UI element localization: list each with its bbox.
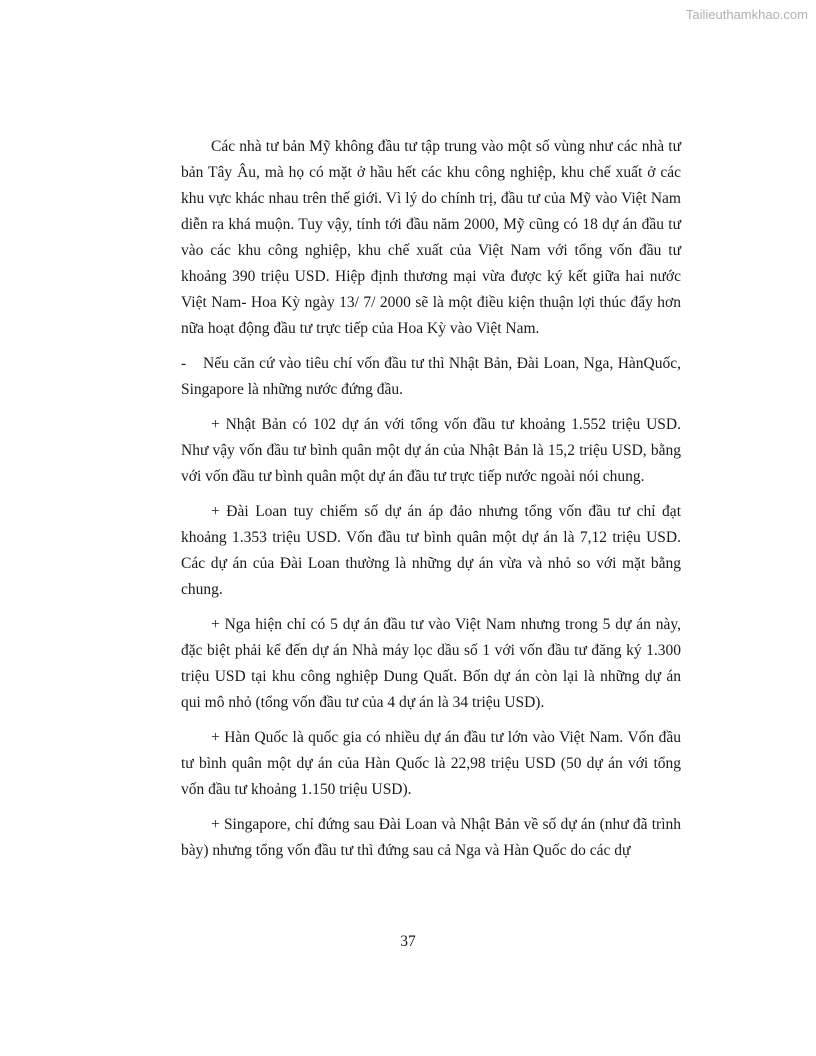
paragraph-us-investment: Các nhà tư bản Mỹ không đầu tư tập trung vào một số vùng như các nhà tư bản Tây Âu, mà họ có mặt ở hầu hết các khu công nghiệp, khu chế xuất ở các khu vực khác nhau trên thế giới. Vì lý do chính trị, đầu tư của Mỹ vào Việt Nam diễn ra khá muộn. Tuy vậy, tính tới đầu năm 2000, Mỹ cũng có 18 dự án đầu tư vào các khu công nghiệp, khu chế xuất của Việt Nam với tổng vốn đầu tư khoảng 390 triệu USD. Hiệp định thương mại vừa được ký kết giữa hai nước Việt Nam- Hoa Kỳ ngày 13/ 7/ 2000 sẽ là một điều kiện thuận lợi thúc đẩy hơn nữa hoạt động đầu tư trực tiếp của Hoa Kỳ vào Việt Nam. xyxy=(181,138,681,337)
paragraph-criteria xyxy=(181,351,681,403)
paragraph-korea: + Hàn Quốc là quốc gia có nhiều dự án đầu tư lớn vào Việt Nam. Vốn đầu tư bình quân một dự án của Hàn Quốc là 22,98 triệu USD (50 dự án với tổng vốn đầu tư khoảng 1.150 triệu USD). xyxy=(181,729,681,798)
page-number: 37 xyxy=(400,933,416,950)
paragraph-singapore: + Singapore, chỉ đứng sau Đài Loan và Nhật Bản về số dự án (như đã trình bày) nhưng tổng vốn đầu tư thì đứng sau cả Nga và Hàn Quốc do các dự xyxy=(181,816,681,859)
paragraph-japan: + Nhật Bản có 102 dự án với tổng vốn đầu tư khoảng 1.552 triệu USD. Như vậy vốn đầu tư bình quân một dự án của Nhật Bản là 15,2 triệu USD, bằng với vốn đầu tư bình quân một dự án đầu tư trực tiếp nước ngoài nói chung. xyxy=(181,416,681,485)
dash-marker: - xyxy=(181,355,187,372)
document-body xyxy=(181,134,681,873)
paragraph-criteria-text: Nếu căn cứ vào tiêu chí vốn đầu tư thì Nhật Bản, Đài Loan, Nga, HànQuốc, Singapore là những nước đứng đầu. xyxy=(181,355,681,398)
watermark: Tailieuthamkhao.com xyxy=(685,7,808,22)
paragraph-taiwan: + Đài Loan tuy chiếm số dự án áp đảo nhưng tổng vốn đầu tư chỉ đạt khoảng 1.353 triệu USD. Vốn đầu tư bình quân một dự án là 7,12 triệu USD. Các dự án của Đài Loan thường là những dự án vừa và nhỏ so với mặt bằng chung. xyxy=(181,503,681,598)
paragraph-russia: + Nga hiện chỉ có 5 dự án đầu tư vào Việt Nam nhưng trong 5 dự án này, đặc biệt phải kể đến dự án Nhà máy lọc dầu số 1 với vốn đầu tư đăng ký 1.300 triệu USD tại khu công nghiệp Dung Quất. Bốn dự án còn lại là những dự án qui mô nhỏ (tổng vốn đầu tư của 4 dự án là 34 triệu USD). xyxy=(181,616,681,711)
